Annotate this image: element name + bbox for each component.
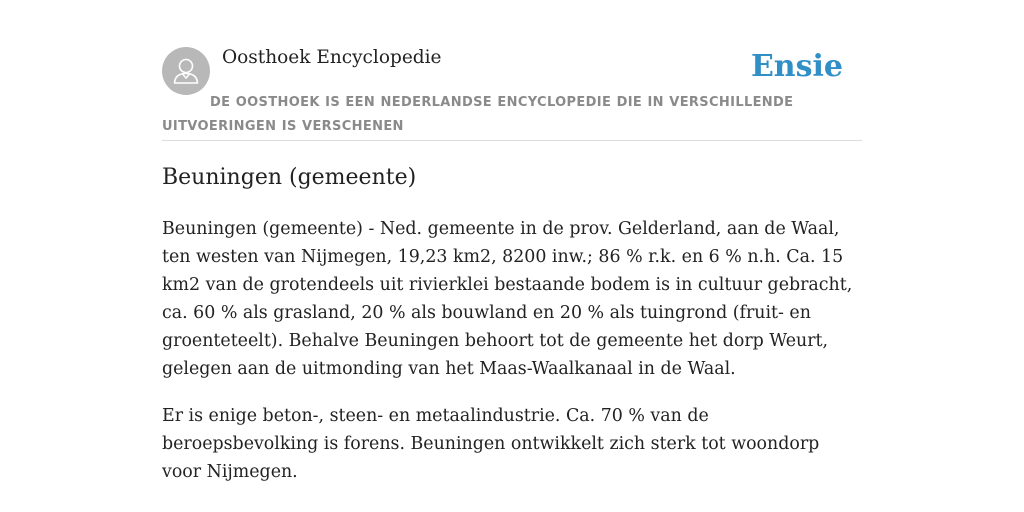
article-title: Beuningen (gemeente) — [162, 165, 417, 190]
article-paragraph: Beuningen (gemeente) - Ned. gemeente in de prov. Gelderland, aan de Waal, ten westen van Nijmegen, 19,23 km2, 8200 inw.; 86 % r.k. en 6 % n.h. Ca. 15 km2 van de grotendeels uit rivierklei bestaande bodem is in cultuur gebracht, ca. 60 % als grasland, 20 % als bouwland en 20 % als tuingrond (fruit- en groenteteelt). Behalve Beuningen behoort tot de gemeente het dorp Weurt, gelegen aan de uitmonding van het Maas-Waalkanaal in de Waal. — [162, 219, 853, 379]
ensie-logo[interactable]: Ensie — [750, 49, 843, 84]
source-tagline: DE OOSTHOEK IS EEN NEDERLANDSE ENCYCLOPEDIE DIE IN VERSCHILLENDE UITVOERINGEN IS VERSCHENEN — [162, 95, 794, 134]
article — [162, 162, 862, 486]
article-paragraph: Er is enige beton-, steen- en metaalindustrie. Ca. 70 % van de beroepsbevolking is forens. Beuningen ontwikkelt zich sterk tot woondorp voor Nijmegen. — [162, 406, 820, 482]
source-header — [162, 44, 862, 141]
source-name-link[interactable]: Oosthoek Encyclopedie — [222, 47, 442, 68]
user-icon[interactable] — [162, 47, 210, 95]
